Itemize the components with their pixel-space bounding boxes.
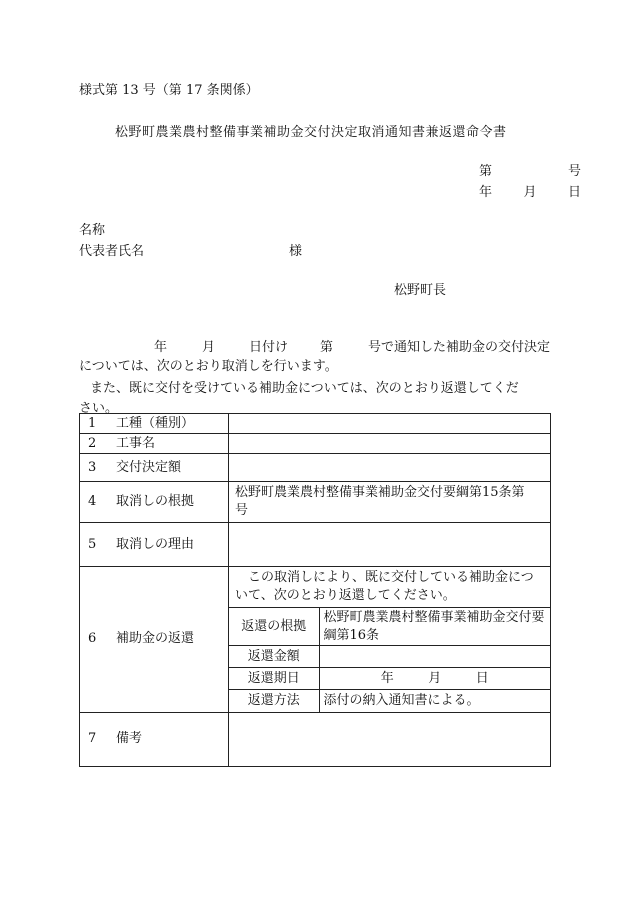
refund-method-value: 添付の納入通知書による。 [319, 690, 550, 712]
row-number: 4 [88, 494, 97, 509]
doc-date-month: 月 [523, 185, 537, 200]
refund-amount-label: 返還金額 [229, 646, 319, 668]
refund-basis-value: 松野町農業農村整備事業補助金交付要綱第16条 [319, 608, 550, 646]
table-row [229, 668, 550, 690]
row-label: 備考 [116, 731, 143, 746]
row-number: 3 [88, 459, 97, 475]
doc-no-prefix: 第 [479, 164, 493, 179]
row-number: 2 [88, 435, 97, 451]
row-number: 5 [88, 536, 97, 552]
row-label: 工種（種別） [116, 415, 195, 431]
form-number: 様式第 13 号（第 17 条関係） [79, 83, 259, 98]
refund-basis-label: 返還の根拠 [229, 608, 319, 646]
table-row [80, 712, 551, 766]
table-row [80, 434, 551, 454]
table-row [80, 454, 551, 482]
cancellation-basis-value: 松野町農業農村整備事業補助金交付要綱第15条第 号 [229, 482, 551, 523]
row-label: 取消しの根拠 [116, 494, 195, 509]
project-name-value [229, 434, 551, 454]
honorific: 様 [289, 244, 303, 259]
table-row [80, 414, 551, 434]
refund-cell [229, 567, 551, 713]
refund-method-label: 返還方法 [229, 690, 319, 712]
decision-amount-value [229, 454, 551, 482]
row-number: 6 [88, 631, 97, 647]
row-label: 工事名 [116, 435, 156, 451]
row-number: 7 [88, 731, 97, 746]
table-row [80, 567, 551, 713]
body-month: 月 [202, 340, 216, 355]
doc-no-suffix: 号 [567, 164, 581, 179]
body-number-prefix: 第 [320, 340, 334, 355]
body-line-3: また、既に交付を受けている補助金については、次のとおり返還してくだ [90, 381, 519, 396]
table-row [80, 523, 551, 567]
refund-amount-value [319, 646, 550, 668]
refund-table [229, 607, 550, 712]
body-year: 年 [154, 340, 168, 355]
table-row [229, 690, 550, 712]
body-day-dated: 日付け [249, 340, 289, 355]
refund-intro: この取消しにより、既に交付している補助金について、次のとおり返還してください。 [235, 570, 534, 603]
doc-date-year: 年 [479, 185, 493, 200]
refund-deadline-value [319, 668, 550, 690]
body-notice-text: 号で通知した補助金の交付決定 [368, 340, 551, 355]
remarks-value [229, 712, 551, 766]
deadline-month: 月 [428, 670, 442, 686]
representative-name-label: 代表者氏名 [79, 244, 145, 259]
row-number: 1 [88, 415, 97, 431]
document-date [479, 181, 581, 200]
deadline-day: 日 [475, 670, 489, 686]
work-type-value [229, 414, 551, 434]
recipient-name-label: 名称 [79, 223, 106, 238]
deadline-year: 年 [380, 670, 394, 686]
cancellation-table [79, 413, 551, 767]
doc-date-day: 日 [567, 185, 581, 200]
document-title: 松野町農業農村整備事業補助金交付決定取消通知書兼返還命令書 [115, 125, 507, 140]
body-line-4: さい。 [79, 401, 119, 416]
row-label: 取消しの理由 [116, 536, 195, 552]
table-row [80, 482, 551, 523]
document-number [479, 160, 581, 179]
row-label: 交付決定額 [116, 459, 182, 475]
table-row [229, 646, 550, 668]
body-line-2: については、次のとおり取消しを行います。 [79, 359, 338, 374]
row-label: 補助金の返還 [116, 631, 195, 647]
table-row [229, 608, 550, 646]
issuer-name: 松野町長 [394, 283, 447, 298]
refund-deadline-label: 返還期日 [229, 668, 319, 690]
cancellation-reason-value [229, 523, 551, 567]
